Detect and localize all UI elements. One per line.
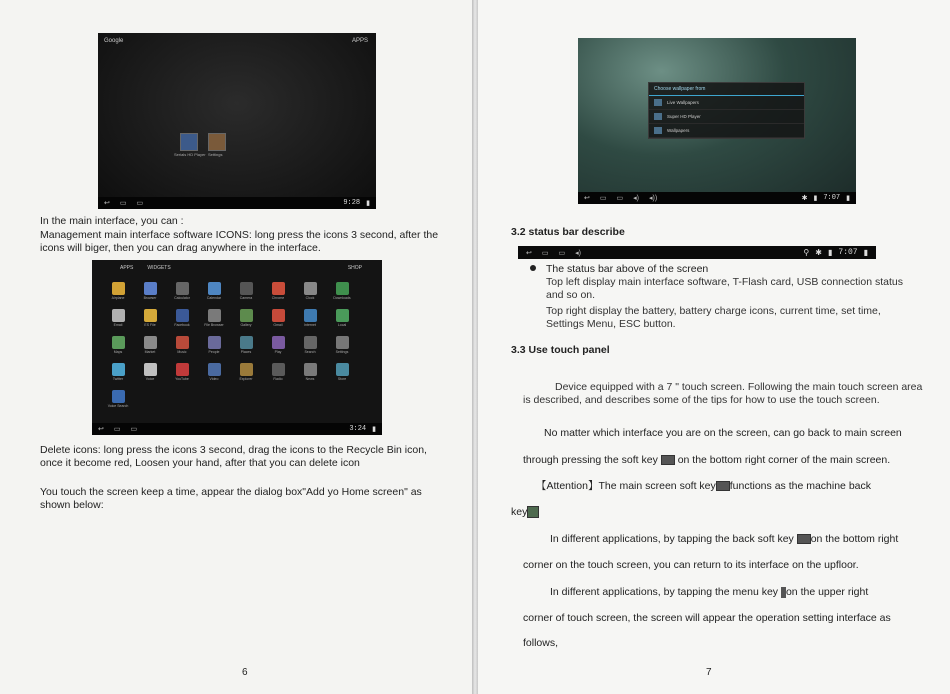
- app-icon-item[interactable]: [298, 309, 322, 327]
- delete-icons-text: Delete icons: long press the icons 3 second, drag the icons to the Recycle Bin icon, once it become red, Loosen your hand, after that you can delete icon: [40, 444, 427, 469]
- app-icon-item[interactable]: [330, 363, 354, 381]
- back-icon: ↩: [526, 249, 532, 257]
- app-label: Internet: [304, 323, 316, 327]
- volume-down-icon: ◂): [575, 249, 581, 257]
- status-bar-left-text: Top left display main interface software, T-Flash card, USB connection status and so on.: [546, 276, 903, 301]
- recent-icon: ▭: [616, 195, 624, 202]
- clock: 3:24: [349, 425, 367, 433]
- app-label: File Browser: [204, 323, 224, 327]
- app-icon: [240, 363, 253, 376]
- app-icon-item[interactable]: [106, 363, 130, 381]
- tab-apps: APPS: [120, 265, 134, 271]
- app-label: People: [208, 350, 220, 354]
- app-icon: [144, 363, 157, 376]
- app-icon: [240, 336, 253, 349]
- app-icon: [336, 282, 349, 295]
- app-icon-item[interactable]: [138, 363, 162, 381]
- app-icon-item[interactable]: [202, 282, 226, 300]
- page-number: 6: [242, 667, 248, 678]
- app-icon-item[interactable]: [138, 282, 162, 300]
- app-label: Maps: [113, 350, 123, 354]
- desk-icon-label: Settings: [208, 152, 223, 157]
- app-label: Twitter: [112, 377, 124, 381]
- app-icon: [112, 336, 125, 349]
- app-icon-item[interactable]: [106, 336, 130, 354]
- app-icon: [304, 309, 317, 322]
- app-icon-item[interactable]: [298, 363, 322, 381]
- home-icon: ▭: [541, 249, 549, 257]
- app-label: Calendar: [206, 296, 222, 300]
- dialog-item[interactable]: Live Wallpapers: [649, 96, 804, 110]
- app-icon-item[interactable]: [330, 309, 354, 327]
- back-icon: ↩: [104, 200, 110, 207]
- back-softkey-text-2: corner on the touch screen, you can return to its interface on the upfloor.: [523, 559, 859, 571]
- wallpaper-dialog-screenshot: [578, 38, 856, 204]
- app-icon: [144, 282, 157, 295]
- app-label: Clock: [305, 296, 315, 300]
- app-icon-item[interactable]: [106, 282, 130, 300]
- app-icon: [144, 309, 157, 322]
- usb-icon: ⚲: [803, 248, 810, 257]
- menu-key-text-2: corner of touch screen, the screen will appear the operation setting interface as: [523, 612, 891, 624]
- app-label: Local: [337, 323, 347, 327]
- app-icon-item[interactable]: [266, 309, 290, 327]
- menu-key-text-3: follows,: [523, 637, 559, 649]
- app-label: Explorer: [239, 377, 253, 381]
- app-label: Music: [177, 350, 187, 354]
- app-icon-item[interactable]: [170, 309, 194, 327]
- app-icon-item[interactable]: [138, 309, 162, 327]
- app-icon: [272, 336, 285, 349]
- app-icon: [304, 336, 317, 349]
- status-bar-right-text: Top right display the battery, battery charge icons, current time, set time, Settings Menu, ESC button.: [546, 305, 881, 330]
- app-label: Video: [209, 377, 219, 381]
- home-softkey-icon: [661, 455, 675, 465]
- app-icon: [208, 336, 221, 349]
- app-icon: [304, 282, 317, 295]
- app-label: ES File: [144, 323, 156, 327]
- app-icon-item[interactable]: [330, 282, 354, 300]
- app-icon: [272, 363, 285, 376]
- app-icon: [336, 336, 349, 349]
- apps-grid-screenshot: [92, 260, 382, 435]
- app-icon: [336, 363, 349, 376]
- app-label: Airplane: [111, 296, 125, 300]
- app-label: Store: [337, 377, 347, 381]
- clock: 9:28: [343, 199, 361, 207]
- app-icon: [304, 363, 317, 376]
- apps-button: APPS: [351, 38, 368, 44]
- status-bar: [578, 192, 856, 204]
- app-icon: [112, 363, 125, 376]
- status-bar-enlarged: [518, 246, 876, 259]
- app-label: Browser: [143, 296, 157, 300]
- app-icon-item[interactable]: [266, 336, 290, 354]
- battery-icon: ▮: [813, 195, 818, 202]
- home-icon: ▭: [119, 200, 127, 207]
- bullet-icon: [530, 265, 536, 271]
- apps-tabs: [120, 265, 171, 271]
- app-icon-item[interactable]: [202, 336, 226, 354]
- home-screen-screenshot: [98, 33, 376, 209]
- status-bar-bullet: The status bar above of the screen: [546, 263, 709, 275]
- app-icon: [176, 309, 189, 322]
- app-label: Chrome: [271, 296, 285, 300]
- recent-icon: ▭: [558, 249, 566, 257]
- settings-icon: ✱: [801, 195, 808, 202]
- back-key-icon: [527, 506, 539, 518]
- app-label: Voice: [145, 377, 155, 381]
- app-icon: [208, 282, 221, 295]
- go-back-text-1: No matter which interface you are on the screen, can go back to main screen: [544, 427, 902, 439]
- battery-icon: ▮: [366, 200, 370, 207]
- desk-icon-super-hd-player: [180, 133, 198, 151]
- right-page: [478, 0, 950, 694]
- tab-widgets: WIDGETS: [147, 265, 171, 271]
- app-icon-item[interactable]: [138, 336, 162, 354]
- app-icon-item[interactable]: [170, 282, 194, 300]
- app-icon-item[interactable]: [234, 309, 258, 327]
- app-label: Play: [274, 350, 282, 354]
- app-icon-item[interactable]: [106, 309, 130, 327]
- back-icon: ↩: [98, 426, 104, 433]
- app-label: Email: [113, 323, 123, 327]
- app-icon: [112, 282, 125, 295]
- app-label: Downloads: [333, 296, 351, 300]
- app-icon-item[interactable]: [234, 363, 258, 381]
- main-softkey-icon: [716, 481, 730, 491]
- app-label: News: [305, 377, 315, 381]
- player-icon: [654, 113, 662, 120]
- dialog-item[interactable]: Super HD Player: [649, 110, 804, 124]
- app-label: Search: [304, 350, 316, 354]
- shop-button: SHOP: [347, 265, 362, 271]
- home-icon: ▭: [599, 195, 607, 202]
- app-icon: [176, 282, 189, 295]
- app-icon-item[interactable]: [298, 336, 322, 354]
- section-heading-touch-panel: 3.3 Use touch panel: [511, 344, 610, 356]
- touch-screen-dialog-text: You touch the screen keep a time, appear the dialog box"Add yo Home screen" as shown below:: [40, 486, 422, 511]
- app-icon-item[interactable]: [298, 282, 322, 300]
- app-icon: [272, 282, 285, 295]
- app-label: Places: [240, 350, 252, 354]
- app-icon-item[interactable]: [202, 309, 226, 327]
- app-icon: [176, 336, 189, 349]
- google-search-label: Google: [104, 38, 124, 44]
- main-interface-intro: In the main interface, you can :: [40, 215, 184, 227]
- attention-text: 【Attention】The main screen soft key functions as the machine back: [536, 480, 871, 492]
- recent-icon: ▭: [130, 426, 138, 433]
- battery-icon: ▮: [372, 426, 376, 433]
- image-icon: [654, 127, 662, 134]
- app-icon-item[interactable]: [330, 336, 354, 354]
- app-icon: [240, 282, 253, 295]
- status-bar: [92, 423, 382, 435]
- home-icon: ▭: [113, 426, 121, 433]
- back-softkey-text: In different applications, by tapping the back soft key on the bottom right: [550, 533, 899, 545]
- desk-icon-label: Serials HD Player: [174, 152, 206, 157]
- app-icon-item[interactable]: [170, 363, 194, 381]
- status-bar: [98, 197, 376, 209]
- app-label: Radio: [273, 377, 283, 381]
- recent-icon: ▭: [136, 200, 144, 207]
- app-label: Gmail: [273, 323, 283, 327]
- dialog-title: Choose wallpaper from: [649, 83, 804, 96]
- app-label: Calculator: [174, 296, 190, 300]
- app-icon: [176, 363, 189, 376]
- app-grid: [106, 282, 354, 408]
- app-icon: [336, 309, 349, 322]
- app-icon-item[interactable]: [234, 336, 258, 354]
- menu-icon: ▮: [863, 248, 868, 257]
- settings-icon: ✱: [815, 248, 822, 257]
- page-number: 7: [706, 667, 712, 678]
- menu-key-text: In different applications, by tapping the menu key on the upper right: [550, 586, 869, 598]
- dialog-item[interactable]: Wallpapers: [649, 124, 804, 138]
- touch-screen-intro: Device equipped with a 7 " touch screen. Following the main touch screen area is described, and describes some of the tips for how to use the touch screen.: [523, 381, 923, 406]
- volume-down-icon: ◂): [633, 195, 639, 202]
- app-icon: [208, 309, 221, 322]
- management-icons-text: Management main interface software ICONS: long press the icons 3 second, after the icons will biger, then you can drag anywhere in the interface.: [40, 229, 439, 254]
- wallpaper-icon: [654, 99, 662, 106]
- app-icon-item[interactable]: [106, 390, 130, 408]
- app-icon: [208, 363, 221, 376]
- app-icon-item[interactable]: [266, 363, 290, 381]
- desk-icon-settings: [208, 133, 226, 151]
- back-icon: ↩: [584, 195, 590, 202]
- app-icon-item[interactable]: [266, 282, 290, 300]
- app-icon: [112, 390, 125, 403]
- volume-up-icon: ◂)): [648, 195, 658, 202]
- app-icon: [240, 309, 253, 322]
- clock: 7:07: [838, 248, 858, 257]
- clock: 7:07: [823, 194, 841, 202]
- back-softkey-icon: [797, 534, 811, 544]
- app-icon-item[interactable]: [170, 336, 194, 354]
- choose-wallpaper-dialog: [648, 82, 805, 139]
- app-label: Settings: [335, 350, 349, 354]
- app-label: Camera: [239, 296, 253, 300]
- app-label: Gallery: [240, 323, 252, 327]
- app-icon-item[interactable]: [234, 282, 258, 300]
- app-icon: [112, 309, 125, 322]
- go-back-text-2: through pressing the soft key on the bottom right corner of the main screen.: [523, 454, 891, 466]
- app-icon: [272, 309, 285, 322]
- app-label: YouTube: [175, 377, 189, 381]
- app-label: Market: [144, 350, 156, 354]
- attention-text-end: key: [511, 506, 539, 519]
- app-icon-item[interactable]: [202, 363, 226, 381]
- section-heading-status-bar: 3.2 status bar describe: [511, 226, 625, 238]
- battery-icon: ▮: [827, 248, 833, 257]
- app-label: Voice Search: [107, 404, 129, 408]
- menu-icon: ▮: [846, 195, 850, 202]
- left-page: [0, 0, 472, 694]
- app-icon: [144, 336, 157, 349]
- app-label: Facebook: [174, 323, 190, 327]
